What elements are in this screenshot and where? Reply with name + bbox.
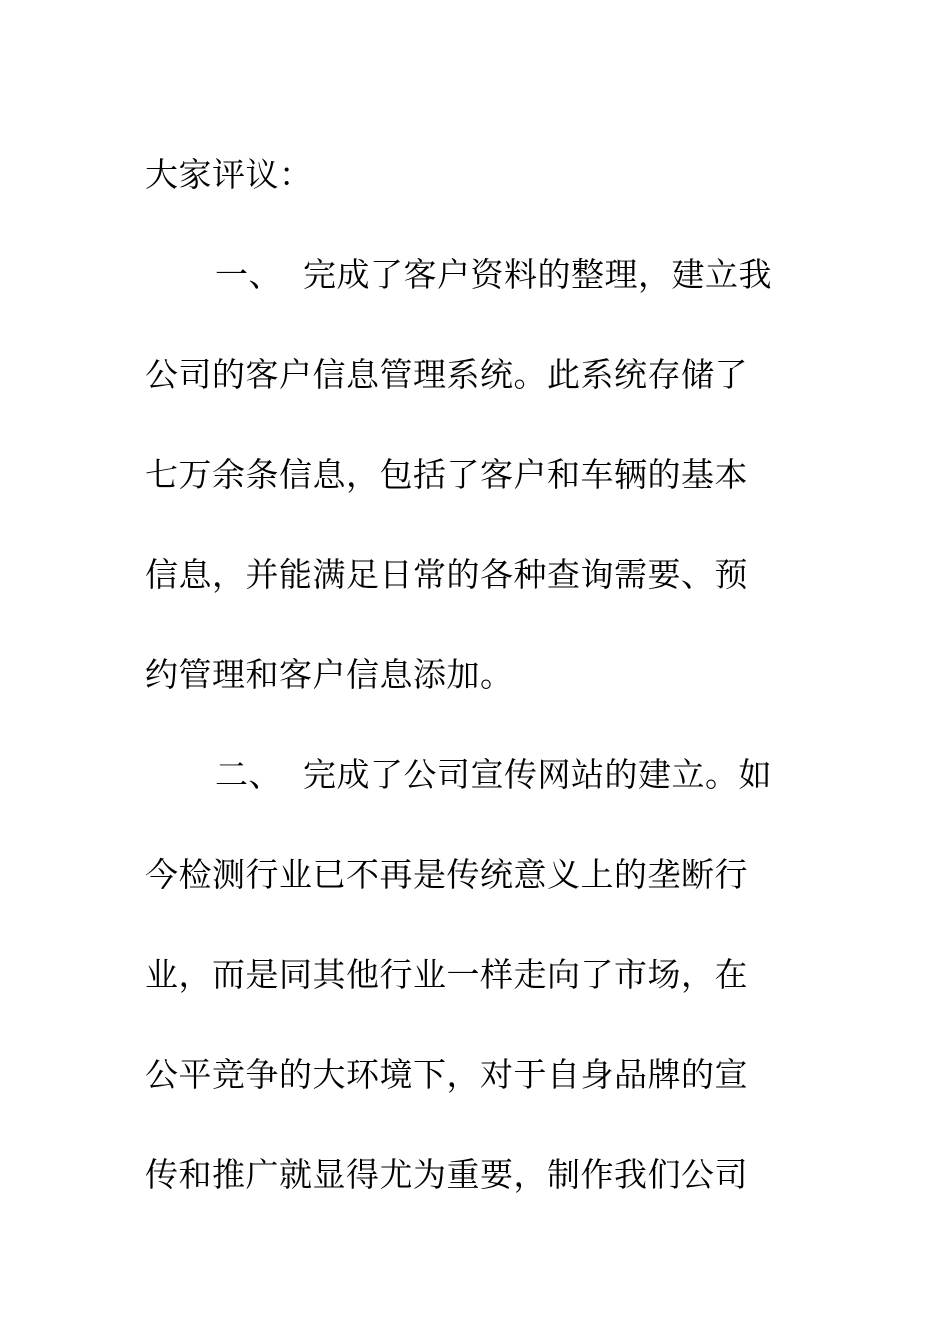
list-marker: 一、 [215, 255, 282, 294]
list-item-heading-1 [145, 225, 805, 325]
text-line: 完成了公司宣传网站的建立。如 [303, 755, 772, 794]
text-line: 信息，并能满足日常的各种查询需要、预 [145, 555, 748, 594]
text-line: 七万余条信息，包括了客户和车辆的基本 [145, 455, 748, 494]
text-line: 业，而是同其他行业一样走向了市场，在 [145, 955, 748, 994]
text-line: 公平竞争的大环境下，对于自身品牌的宣 [145, 1055, 748, 1094]
text-line: 传和推广就显得尤为重要，制作我们公司 [145, 1155, 748, 1194]
list-item-heading-2 [145, 725, 805, 825]
list-marker: 二、 [215, 755, 282, 794]
text-line: 完成了客户资料的整理，建立我 [303, 255, 772, 294]
text-line: 公司的客户信息管理系统。此系统存储了 [145, 355, 748, 394]
text-line: 大家评议： [145, 155, 313, 194]
text-line: 约管理和客户信息添加。 [145, 655, 514, 694]
document-body [145, 125, 805, 1225]
text-line: 今检测行业已不再是传统意义上的垄断行 [145, 855, 748, 894]
